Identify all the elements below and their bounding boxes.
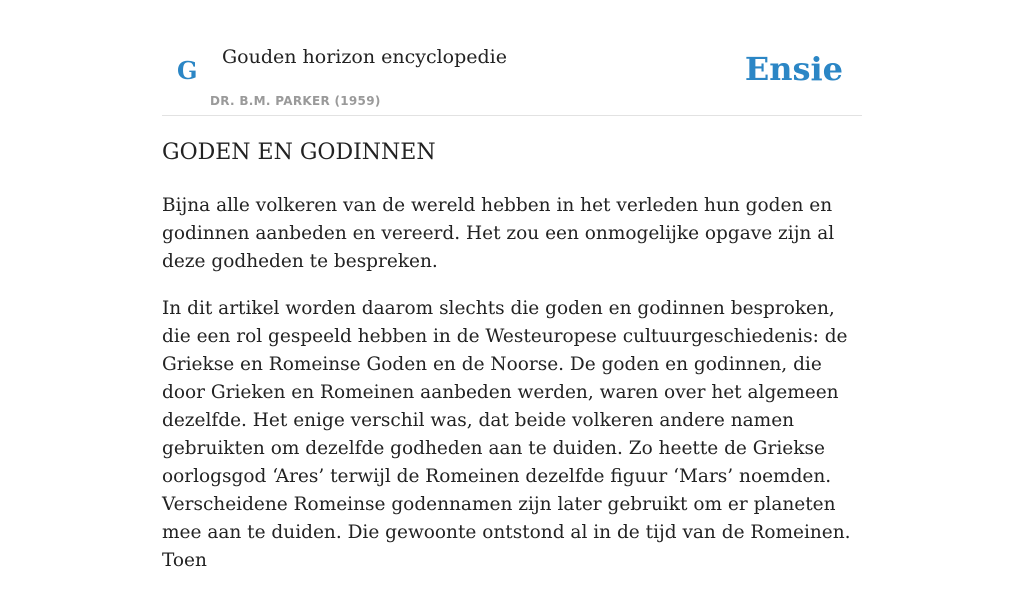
source-header bbox=[162, 0, 862, 116]
source-logo-icon[interactable]: G bbox=[177, 56, 198, 85]
page bbox=[162, 0, 862, 571]
article-paragraph: Bijna alle volkeren van de wereld hebben in het verleden hun goden en godinnen aanbeden en vereerd. Het zou een onmogelijke opgave zijn al deze godheden te bespreken. bbox=[162, 195, 835, 272]
article-title: GODEN EN GODINNEN bbox=[162, 140, 436, 165]
article-body bbox=[162, 192, 862, 594]
ensie-logo-link[interactable]: Ensie bbox=[744, 50, 843, 88]
source-title-link[interactable]: Gouden horizon encyclopedie bbox=[222, 46, 507, 68]
article-paragraph: In dit artikel worden daarom slechts die goden en godinnen besproken, die een rol gespeeld hebben in de Westeuropese cultuurgeschiedenis: de Griekse en Romeinse Goden en de Noorse. De goden en godinnen, die door Grieken en Romeinen aanbeden werden, waren over het algemeen dezelfde. Het enige verschil was, dat beide volkeren andere namen gebruikten om dezelfde godheden aan te duiden. Zo heette de Griekse oorlogsgod ‘Ares’ terwijl de Romeinen dezelfde figuur ‘Mars’ noemden. Verscheidene Romeinse godennamen zijn later gebruikt om er planeten mee aan te duiden. Die gewoonte ontstond al in de tijd van de Romeinen. Toen bbox=[162, 298, 851, 571]
source-author: DR. B.M. PARKER (1959) bbox=[210, 94, 381, 108]
